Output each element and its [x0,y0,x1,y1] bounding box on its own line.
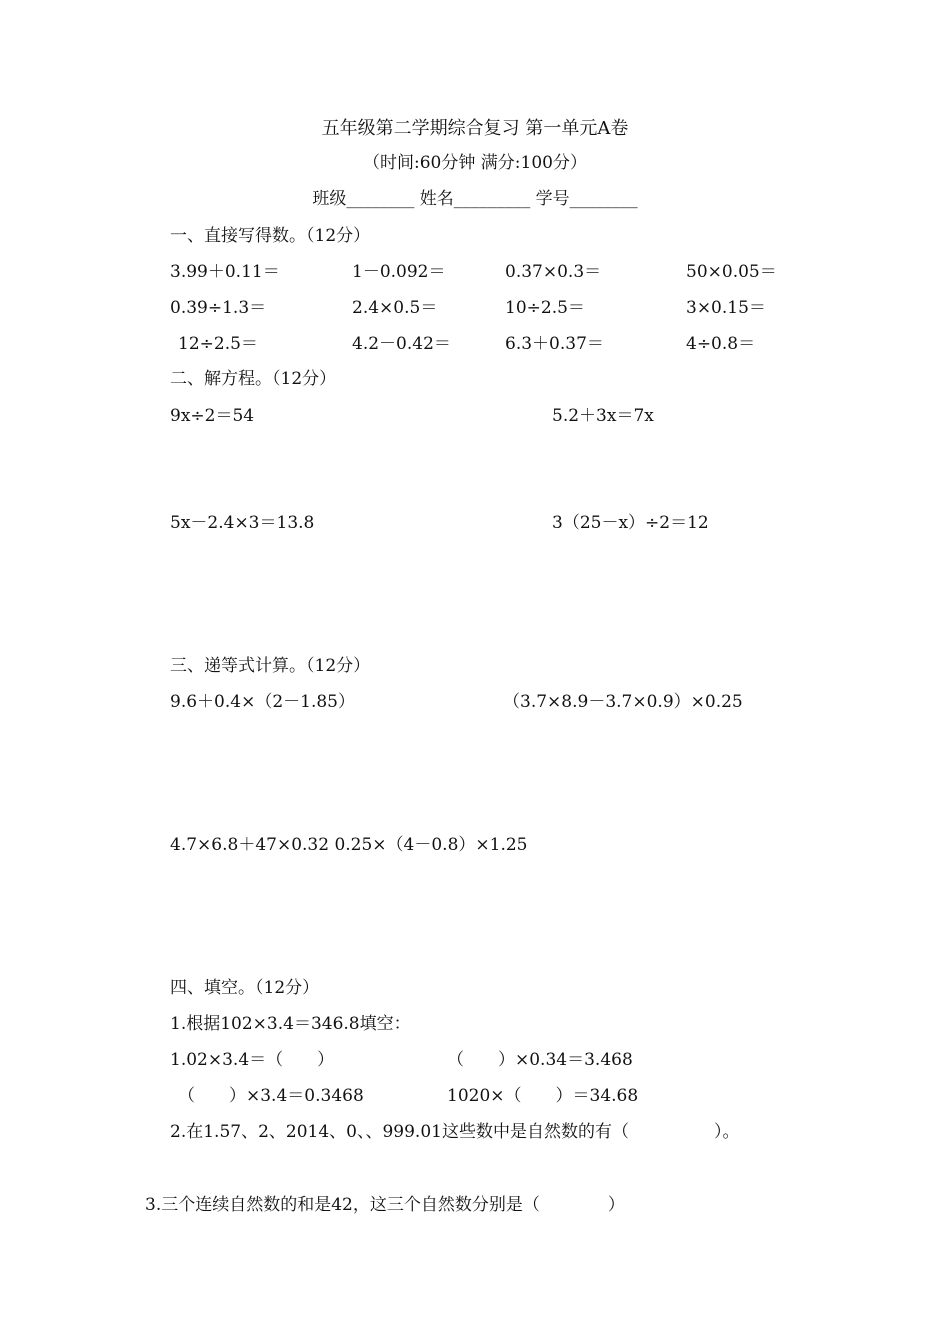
fill-blank-item: （ ）×0.34＝3.468 [447,1050,633,1070]
fill-blank-intro: 1.根据102×3.4＝346.8填空： [170,1014,411,1034]
fill-blank-item: 1020×（ ）＝34.68 [447,1086,639,1106]
calc-item: 50×0.05＝ [686,262,777,282]
exam-title: 五年级第二学期综合复习 第一单元A卷 [321,118,629,139]
calculation-problem: 4.7×6.8＋47×0.32 0.25×（4－0.8）×1.25 [170,835,528,855]
calc-item: 12÷2.5＝ [178,334,258,354]
equation-item: 3（25－x）÷2＝12 [552,513,709,533]
calc-item: 10÷2.5＝ [505,298,585,318]
fill-blank-question: 2.在1.57、2、2014、0、、999.01这些数中是自然数的有（ ）。 [170,1122,740,1142]
calc-item: 2.4×0.5＝ [352,298,438,318]
calc-item: 4.2－0.42＝ [352,334,451,354]
calc-item: 3×0.15＝ [686,298,766,318]
student-info-line: 班级________ 姓名_________ 学号________ [312,189,638,209]
section4-heading: 四、填空。（12分） [170,978,320,998]
calc-item: 1－0.092＝ [352,262,446,282]
exam-subtitle: （时间:60分钟 满分:100分） [363,153,587,173]
equation-item: 5.2＋3x＝7x [552,406,654,426]
section2-heading: 二、解方程。（12分） [170,369,337,389]
calc-item: 6.3＋0.37＝ [505,334,604,354]
section1-heading: 一、直接写得数。（12分） [170,226,371,246]
calc-item: 3.99＋0.11＝ [170,262,280,282]
fill-blank-question: 3.三个连续自然数的和是42，这三个自然数分别是（ ） [145,1195,625,1215]
calculation-problem: 9.6＋0.4×（2－1.85） [170,692,355,712]
calc-item: 0.37×0.3＝ [505,262,602,282]
section3-heading: 三、递等式计算。（12分） [170,656,371,676]
calc-item: 4÷0.8＝ [686,334,756,354]
equation-item: 9x÷2＝54 [170,406,255,426]
fill-blank-item: 1.02×3.4＝（ ） [170,1050,335,1070]
calculation-problem: （3.7×8.9－3.7×0.9）×0.25 [503,692,743,712]
fill-blank-item: （ ）×3.4＝0.3468 [178,1086,364,1106]
calc-item: 0.39÷1.3＝ [170,298,267,318]
equation-item: 5x－2.4×3＝13.8 [170,513,315,533]
